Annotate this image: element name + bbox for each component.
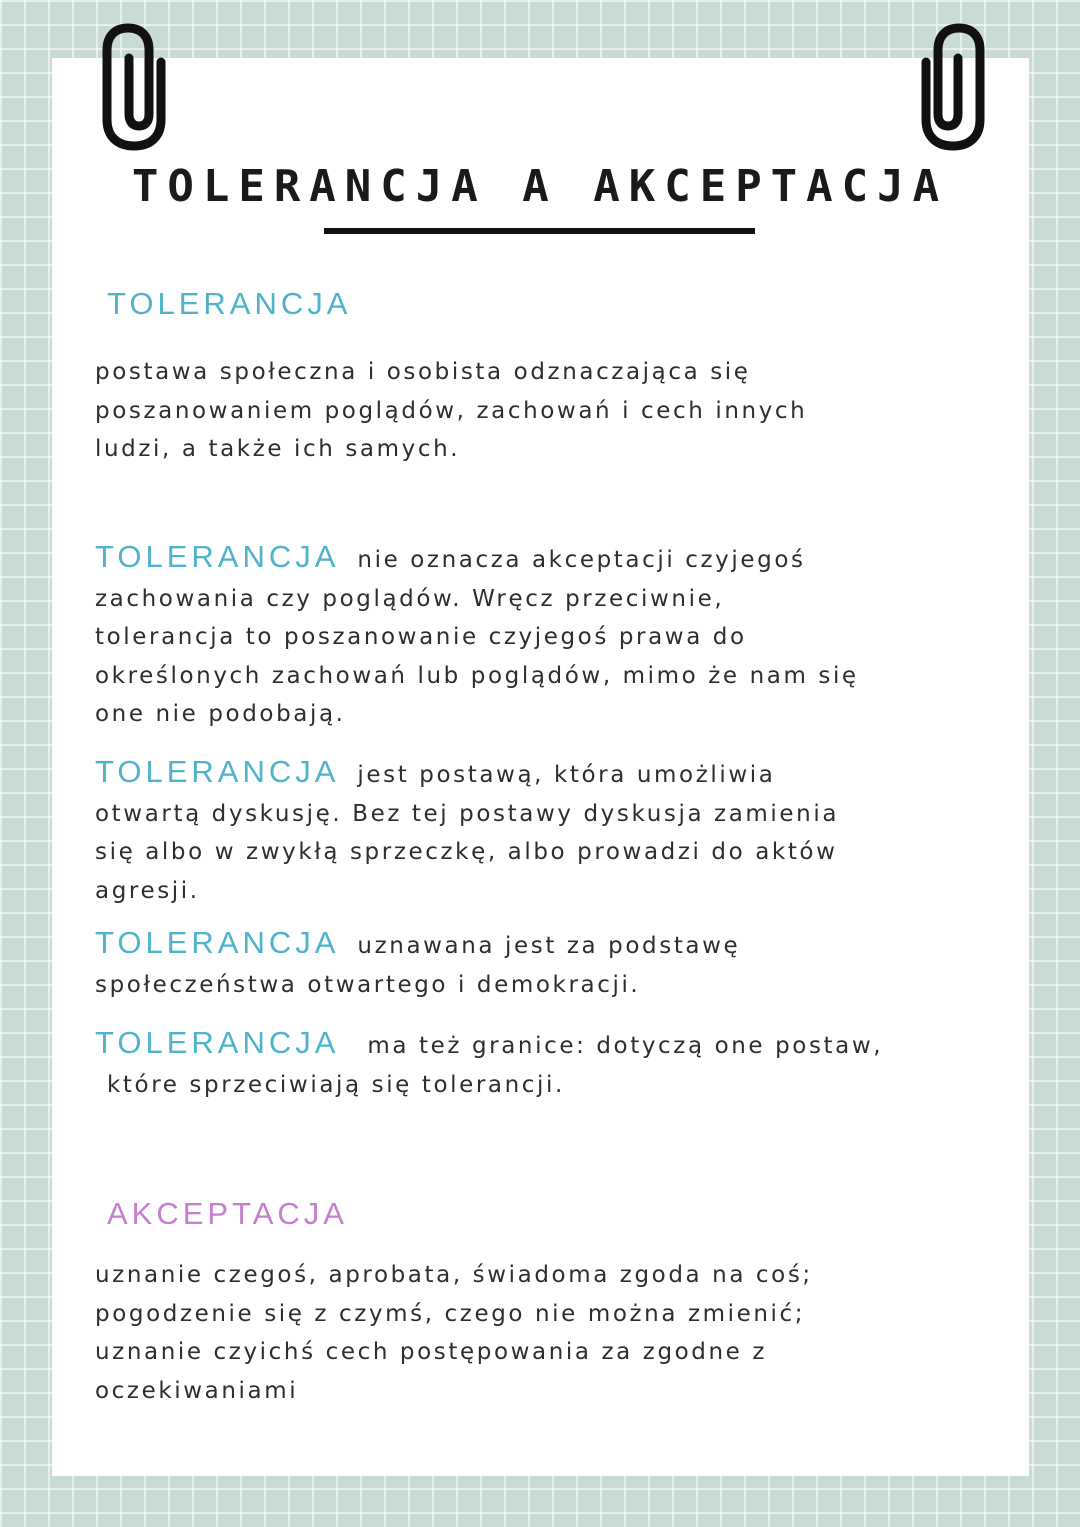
text-line: pogodzenie się z czymś, czego nie można zmienić; (95, 1300, 806, 1327)
title-underline (324, 228, 755, 234)
akceptacja-definition (95, 1256, 995, 1410)
text-line: uznawana jest za podstawę (357, 933, 741, 959)
text-line: postawa społeczna i osobista odznaczająca się (95, 359, 751, 385)
tolerancja-point-1 (95, 538, 995, 734)
tolerancja-point-4 (95, 1024, 995, 1104)
text-line: nie oznacza akceptacji czyjegoś (357, 547, 806, 573)
paperclip-icon-right (920, 22, 986, 154)
tolerancja-keyword: TOLERANCJA (95, 925, 340, 960)
akceptacja-heading: AKCEPTACJA (107, 1196, 348, 1231)
tolerancja-keyword: TOLERANCJA (95, 1025, 340, 1060)
tolerancja-definition (95, 353, 995, 469)
paperclip-icon-left (101, 22, 167, 154)
text-line: ludzi, a także ich samych. (95, 436, 461, 462)
tolerancja-keyword: TOLERANCJA (95, 539, 340, 574)
tolerancja-point-2 (95, 753, 995, 910)
text-line: które sprzeciwiają się tolerancji. (107, 1071, 565, 1098)
tolerancja-heading: TOLERANCJA (107, 286, 352, 321)
text-line: się albo w zwykłą sprzeczkę, albo prowadzi do aktów (95, 839, 838, 865)
text-line: one nie podobają. (95, 701, 346, 727)
text-line: tolerancja to poszanowanie czyjegoś prawa do (95, 624, 747, 650)
text-line: uznanie czyichś cech postępowania za zgodne z (95, 1339, 768, 1365)
text-line: ma też granice: dotyczą one postaw, (367, 1033, 884, 1059)
tolerancja-point-3 (95, 924, 995, 1004)
text-line: otwartą dyskusję. Bez tej postawy dyskusja zamienia (95, 800, 840, 827)
text-line: agresji. (95, 877, 200, 904)
page-title: TOLERANCJA A AKCEPTACJA (131, 161, 949, 212)
text-line: uznanie czegoś, aprobata, świadoma zgoda na coś; (95, 1262, 813, 1288)
text-line: jest postawą, która umożliwia (357, 762, 776, 788)
text-line: oczekiwaniami (95, 1377, 299, 1404)
text-line: określonych zachowań lub poglądów, mimo że nam się (95, 662, 859, 689)
text-line: społeczeństwa otwartego i demokracji. (95, 971, 641, 998)
text-line: poszanowaniem poglądów, zachowań i cech innych (95, 397, 808, 424)
tolerancja-keyword: TOLERANCJA (95, 754, 340, 789)
text-line: zachowania czy poglądów. Wręcz przeciwnie, (95, 585, 725, 612)
